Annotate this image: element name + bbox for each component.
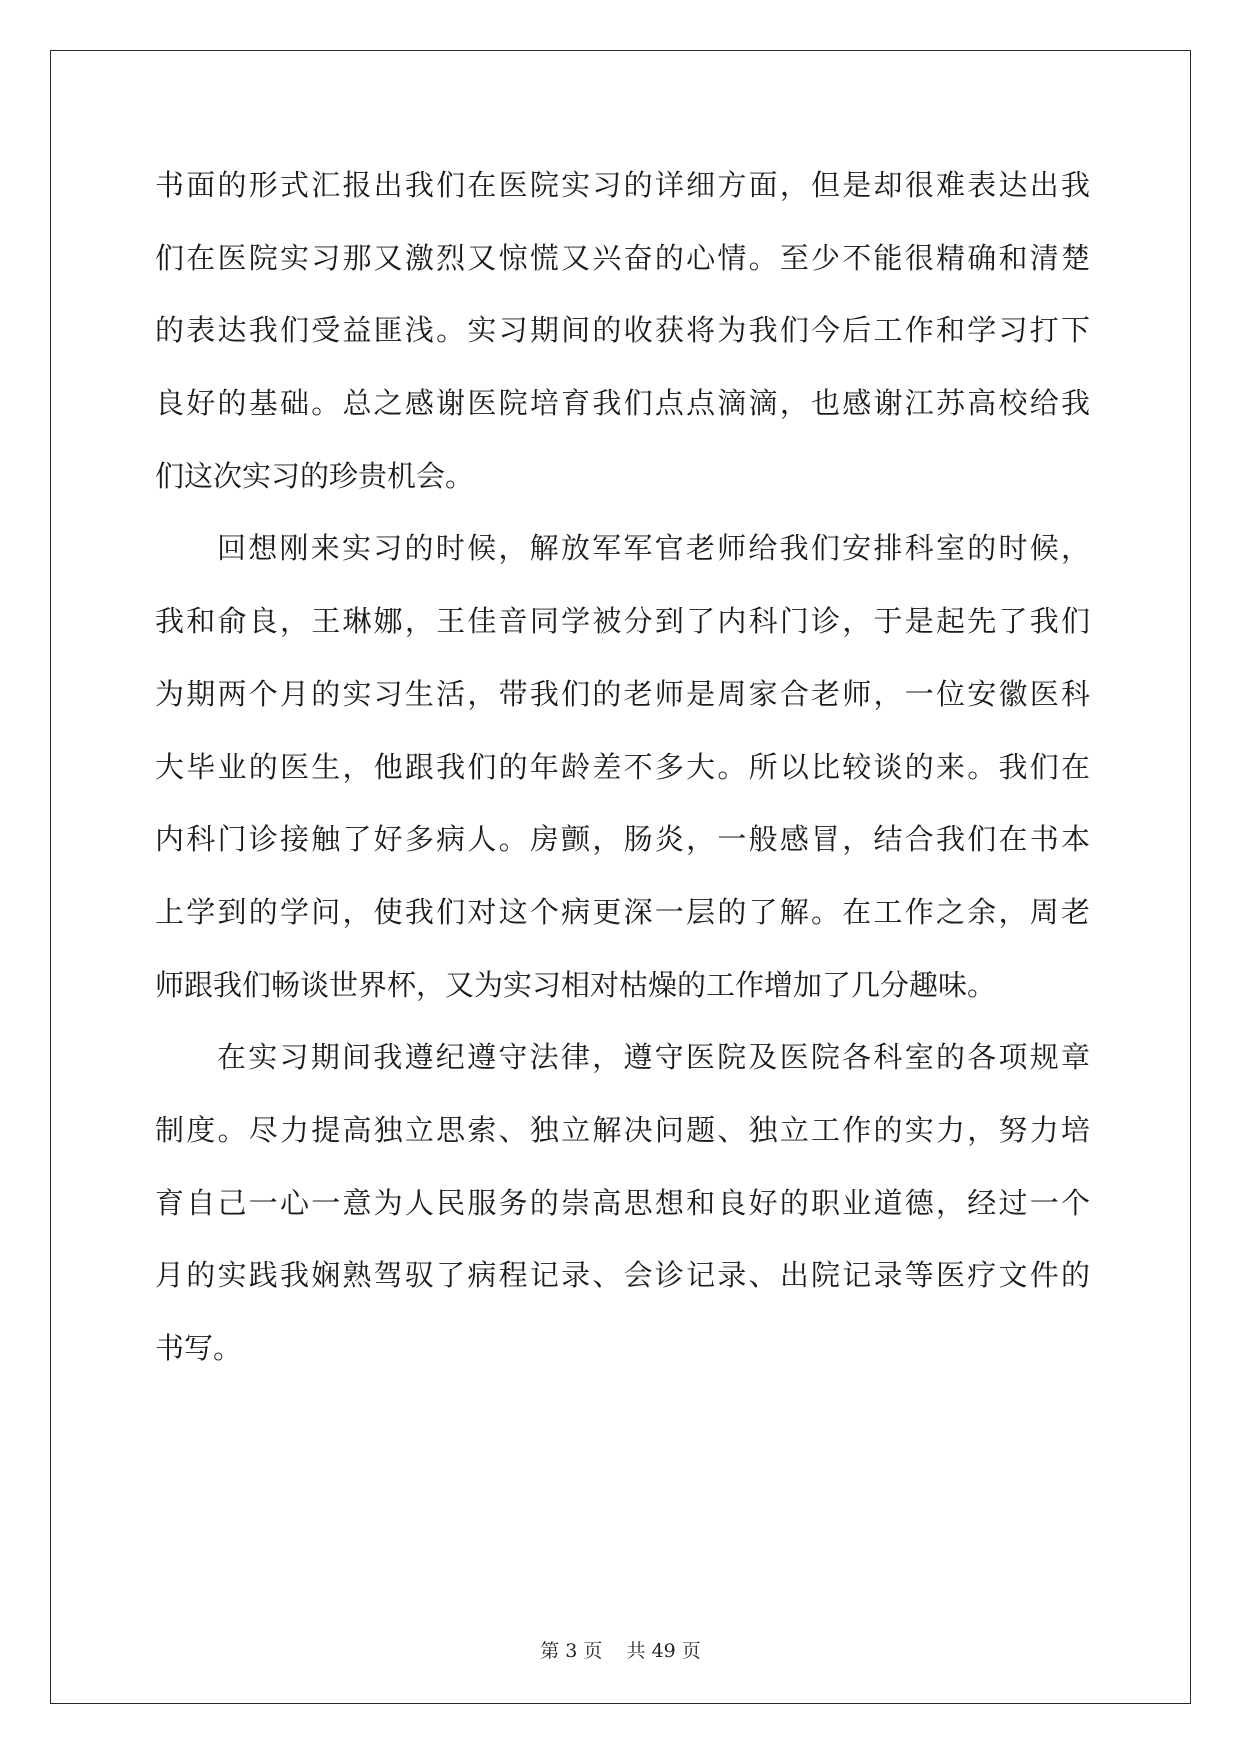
text-line: 在实习期间我遵纪遵守法律，遵守医院及医院各科室的各项规章 bbox=[217, 1040, 1090, 1075]
text-line: 们这次实习的珍贵机会。 bbox=[155, 458, 475, 493]
text-line: 制度。尽力提高独立思索、独立解决问题、独立工作的实力，努力培 bbox=[155, 1112, 1090, 1147]
text-line: 回想刚来实习的时候，解放军军官老师给我们安排科室的时候， bbox=[217, 531, 1090, 566]
text-line: 上学到的学问，使我们对这个病更深一层的了解。在工作之余，周老 bbox=[155, 894, 1090, 929]
text-line: 书写。 bbox=[155, 1331, 243, 1365]
text-line: 月的实践我娴熟驾驭了病程记录、会诊记录、出院记录等医疗文件的 bbox=[155, 1258, 1090, 1293]
text-line: 书面的形式汇报出我们在医院实习的详细方面，但是却很难表达出我 bbox=[155, 168, 1090, 202]
text-line: 内科门诊接触了好多病人。房颤，肠炎，一般感冒，结合我们在书本 bbox=[155, 822, 1090, 857]
text-line: 良好的基础。总之感谢医院培育我们点点滴滴，也感谢江苏高校给我 bbox=[155, 386, 1090, 421]
text-line: 大毕业的医生，他跟我们的年龄差不多大。所以比较谈的来。我们在 bbox=[155, 749, 1090, 784]
document-body bbox=[155, 157, 1090, 1393]
text-line: 师跟我们畅谈世界杯，又为实习相对枯燥的工作增加了几分趣味。 bbox=[155, 967, 997, 1002]
page-footer: 第 3 页 共 49 页 bbox=[540, 1640, 701, 1662]
text-line: 为期两个月的实习生活，带我们的老师是周家合老师，一位安徽医科 bbox=[155, 676, 1090, 711]
text-line: 育自己一心一意为人民服务的崇高思想和良好的职业道德，经过一个 bbox=[155, 1185, 1090, 1220]
text-line: 们在医院实习那又激烈又惊慌又兴奋的心情。至少不能很精确和清楚 bbox=[155, 240, 1090, 275]
text-line: 我和俞良，王琳娜，王佳音同学被分到了内科门诊，于是起先了我们 bbox=[155, 604, 1090, 639]
text-line: 的表达我们受益匪浅。实习期间的收获将为我们今后工作和学习打下 bbox=[155, 313, 1090, 348]
